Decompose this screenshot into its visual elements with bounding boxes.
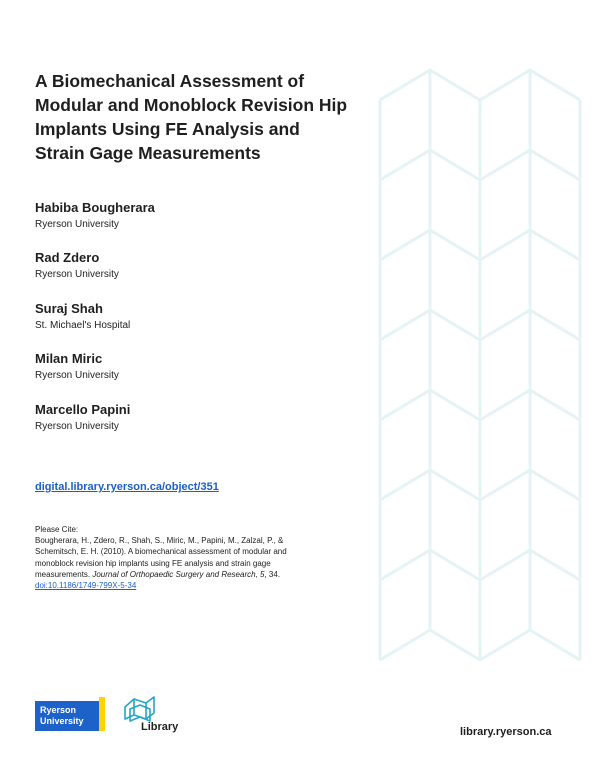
citation-text: Bougherara, H., Zdero, R., Shah, S., Miric, M., Papini, M., Zalzal, P., & <box>35 536 284 546</box>
author-name: Suraj Shah <box>35 301 103 316</box>
author-block <box>35 250 119 282</box>
ryerson-university-logo[interactable] <box>35 697 105 731</box>
background-pattern <box>360 60 600 700</box>
author-affiliation: St. Michael's Hospital <box>35 320 131 331</box>
ryerson-logo-line2: University <box>40 715 84 726</box>
citation-text-post: , 34. <box>264 569 281 579</box>
title-line: Strain Gage Measurements <box>35 143 261 163</box>
citation-text-pre: measurements. <box>35 569 93 579</box>
citation-journal: Journal of Orthopaedic Surgery and Research, 5 <box>92 569 265 579</box>
citation-heading: Please Cite: <box>35 525 79 534</box>
citation-text <box>35 569 335 580</box>
footer-site[interactable]: library.ryerson.ca <box>460 726 552 738</box>
repository-link[interactable]: digital.library.ryerson.ca/object/351 <box>35 481 219 493</box>
citation-text: monoblock revision hip implants using FE analysis and strain gage <box>35 558 271 568</box>
author-affiliation: Ryerson University <box>35 421 119 432</box>
ryerson-logo-accent <box>99 697 105 731</box>
author-affiliation: Ryerson University <box>35 370 119 381</box>
author-block <box>35 200 155 232</box>
doi-link[interactable]: doi:10.1186/1749-799X-5-34 <box>35 581 137 591</box>
title-line: A Biomechanical Assessment of <box>35 71 305 91</box>
document-title <box>35 69 355 165</box>
author-name: Rad Zdero <box>35 250 100 265</box>
ryerson-logo-box <box>35 701 99 731</box>
library-logo-label: Library <box>141 721 179 733</box>
citation-block <box>35 524 335 591</box>
title-line: Modular and Monoblock Revision Hip <box>35 95 348 115</box>
author-affiliation: Ryerson University <box>35 269 119 280</box>
author-block <box>35 402 130 434</box>
ryerson-logo-line1: Ryerson <box>40 705 77 715</box>
author-name: Marcello Papini <box>35 402 131 417</box>
author-block <box>35 301 130 333</box>
author-name: Habiba Bougherara <box>35 200 155 215</box>
title-line: Implants Using FE Analysis and <box>35 119 300 139</box>
author-name: Milan Miric <box>35 351 103 366</box>
author-block <box>35 351 119 383</box>
author-affiliation: Ryerson University <box>35 219 119 230</box>
citation-text: Schemitsch, E. H. (2010). A biomechanical assessment of modular and <box>35 547 287 557</box>
